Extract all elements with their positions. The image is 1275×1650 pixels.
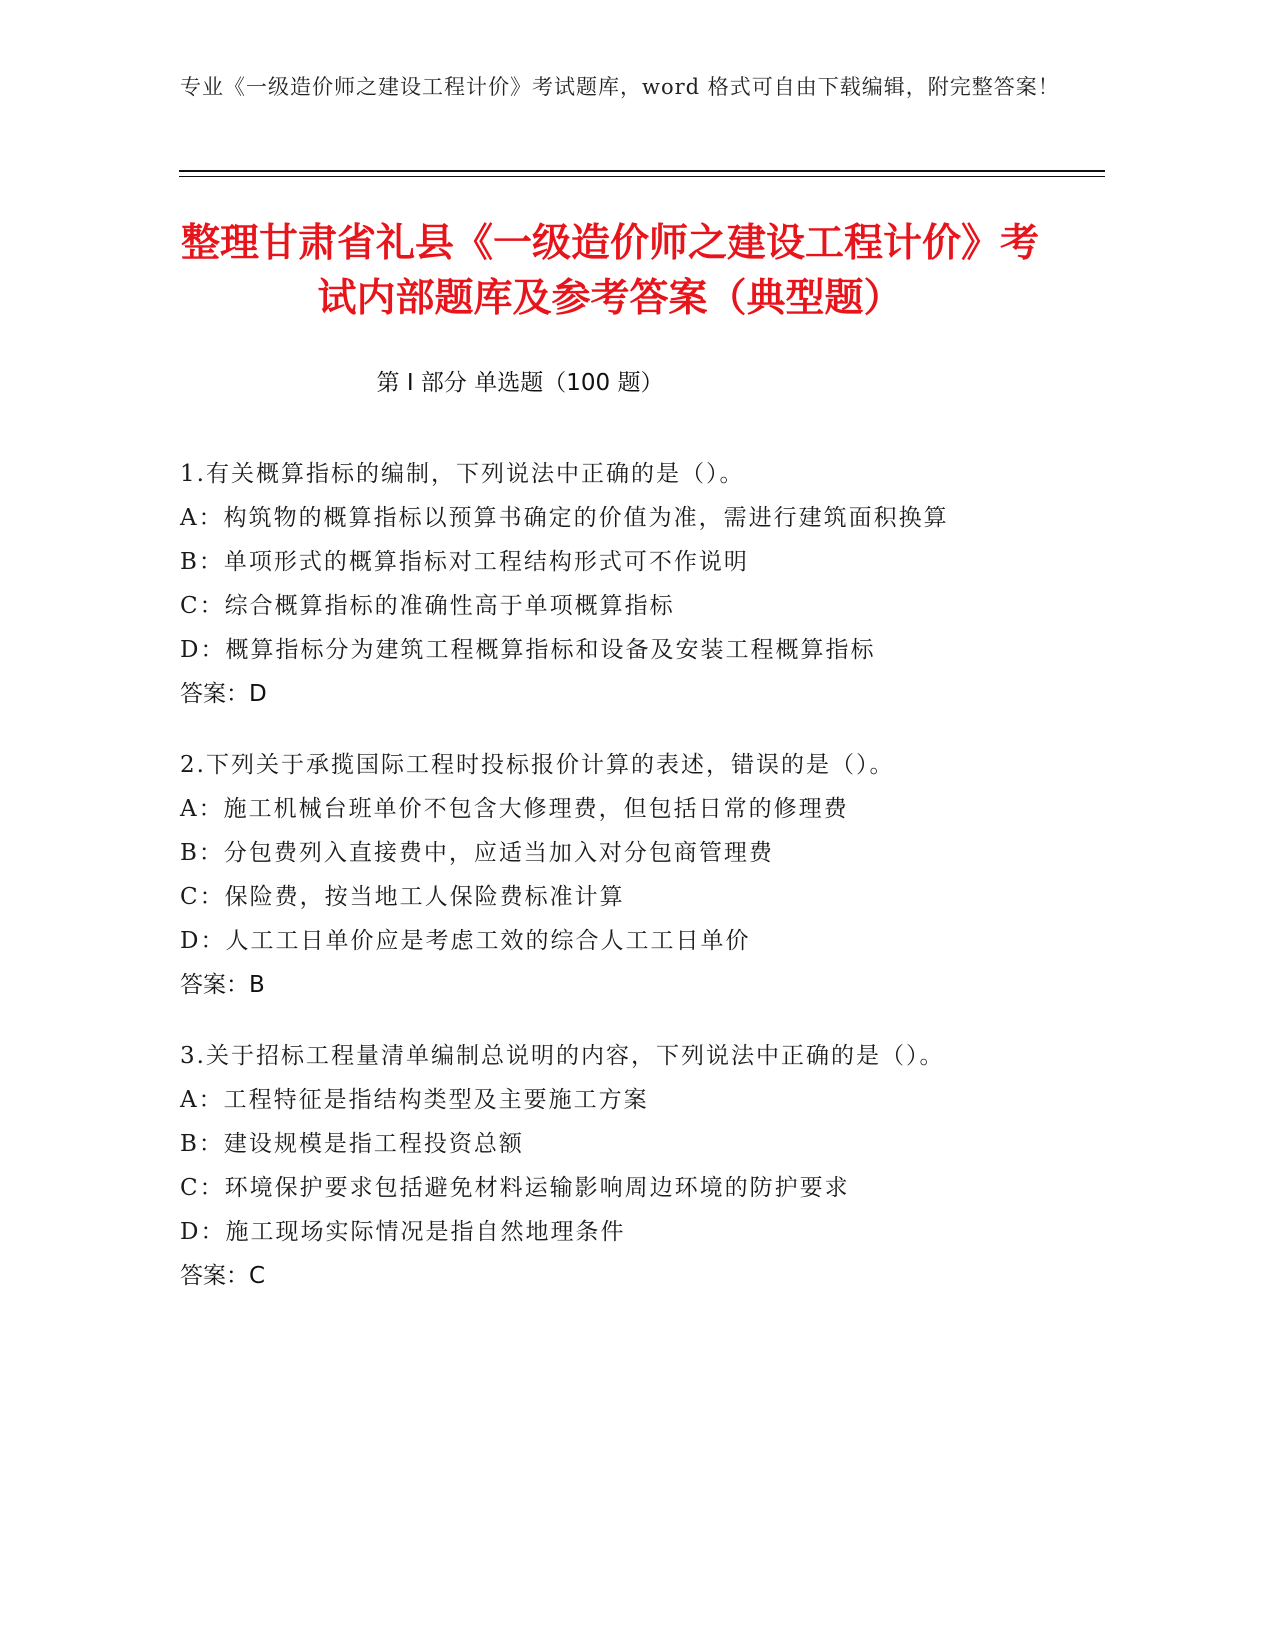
question-2: [180, 743, 1060, 1007]
option-b: B：单项形式的概算指标对工程结构形式可不作说明: [180, 549, 749, 575]
question-list: [180, 452, 1060, 1325]
header-rule-thick: [179, 170, 1105, 172]
answer-line: 答案：B: [180, 972, 265, 998]
section-heading: 第 I 部分 单选题（100 题）: [376, 370, 664, 396]
question-stem: 1.有关概算指标的编制，下列说法中正确的是（）。: [180, 461, 745, 487]
option-a: A：工程特征是指结构类型及主要施工方案: [180, 1087, 649, 1113]
header-note: 专业《一级造价师之建设工程计价》考试题库，word 格式可自由下载编辑，附完整答案！: [180, 75, 1060, 99]
option-a: A：施工机械台班单价不包含大修理费，但包括日常的修理费: [180, 796, 849, 822]
question-1: [180, 452, 1060, 716]
option-b: B：分包费列入直接费中，应适当加入对分包商管理费: [180, 840, 774, 866]
question-stem: 3.关于招标工程量清单编制总说明的内容，下列说法中正确的是（）。: [180, 1043, 945, 1069]
answer-line: 答案：D: [180, 681, 267, 707]
document-title: 整理甘肃省礼县《一级造价师之建设工程计价》考试内部题库及参考答案（典型题）: [180, 221, 1039, 321]
question-3: [180, 1034, 1060, 1298]
option-c: C：保险费，按当地工人保险费标准计算: [180, 884, 625, 910]
question-stem: 2.下列关于承揽国际工程时投标报价计算的表述，错误的是（）。: [180, 752, 895, 778]
option-c: C：综合概算指标的准确性高于单项概算指标: [180, 593, 675, 619]
option-d: D：人工工日单价应是考虑工效的综合人工工日单价: [180, 928, 751, 954]
option-d: D：概算指标分为建筑工程概算指标和设备及安装工程概算指标: [180, 637, 876, 663]
option-a: A：构筑物的概算指标以预算书确定的价值为准，需进行建筑面积换算: [180, 505, 949, 531]
header-rule-thin: [179, 176, 1105, 177]
option-d: D：施工现场实际情况是指自然地理条件: [180, 1219, 626, 1245]
option-c: C：环境保护要求包括避免材料运输影响周边环境的防护要求: [180, 1175, 850, 1201]
answer-line: 答案：C: [180, 1263, 266, 1289]
option-b: B：建设规模是指工程投资总额: [180, 1131, 524, 1157]
